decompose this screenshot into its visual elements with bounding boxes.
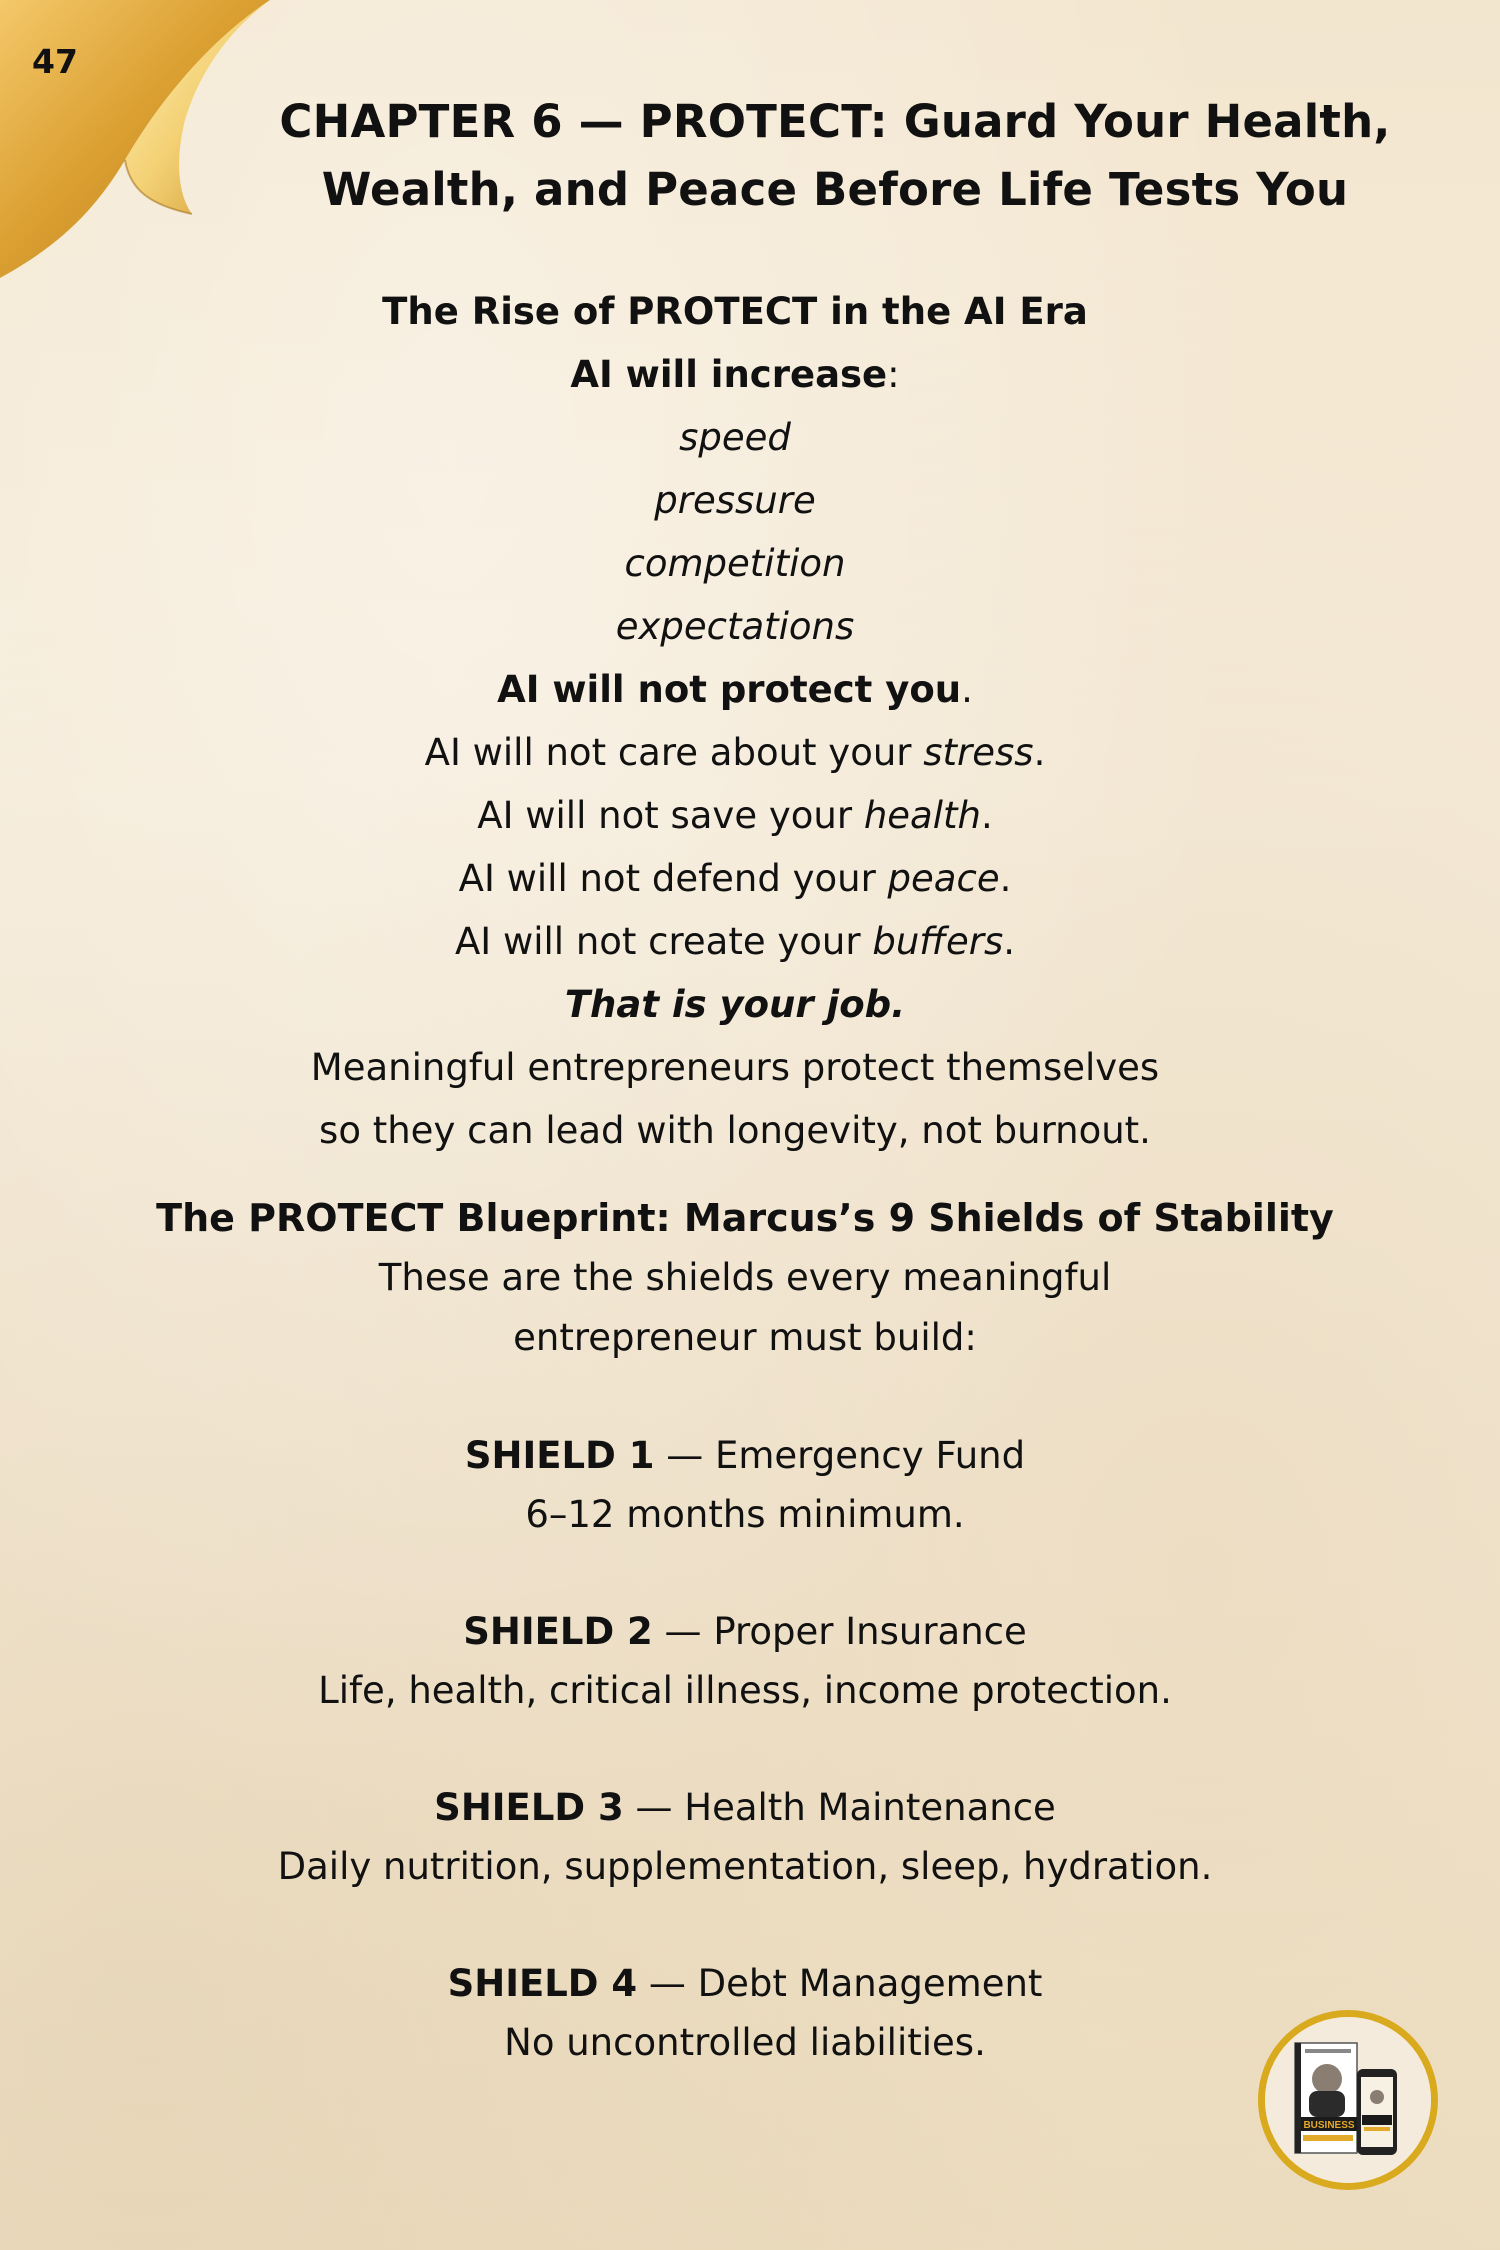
shield-title: — Health Maintenance bbox=[623, 1786, 1056, 1829]
increase-item: competition bbox=[624, 542, 846, 585]
intro-line-1: These are the shields every meaningful bbox=[378, 1256, 1112, 1299]
chapter-title-line-2: Wealth, and Peace Before Life Tests You bbox=[321, 163, 1349, 216]
section-protect-blueprint bbox=[0, 1188, 1490, 2072]
shield-description: 6–12 months minimum. bbox=[525, 1493, 965, 1536]
section-heading: The Rise of PROTECT in the AI Era bbox=[382, 290, 1088, 333]
statement-prefix: AI will not create your bbox=[454, 920, 873, 963]
statement-prefix: AI will not care about your bbox=[424, 731, 924, 774]
statement-emphasis: health bbox=[863, 794, 981, 837]
not-protect-line bbox=[235, 658, 1235, 721]
statement-suffix: . bbox=[999, 857, 1012, 900]
statement-line bbox=[235, 784, 1235, 847]
intro-line-2: entrepreneur must build: bbox=[513, 1316, 977, 1359]
not-protect-period: . bbox=[961, 668, 973, 711]
chapter-title-line-1: CHAPTER 6 — PROTECT: Guard Your Health, bbox=[279, 95, 1391, 148]
shield-label: SHIELD 1 bbox=[464, 1434, 655, 1477]
increase-item: speed bbox=[679, 416, 791, 459]
statement-emphasis: stress bbox=[923, 731, 1034, 774]
statement-suffix: . bbox=[1003, 920, 1016, 963]
shield-title: — Emergency Fund bbox=[654, 1434, 1026, 1477]
page-number: 47 bbox=[32, 42, 78, 81]
book-logo-badge bbox=[1258, 2010, 1438, 2190]
shield-title-line bbox=[0, 1426, 1490, 1485]
increase-item: expectations bbox=[615, 605, 855, 648]
increase-bold: AI will increase bbox=[570, 353, 888, 396]
shield-item bbox=[0, 1426, 1490, 1544]
shield-description: No uncontrolled liabilities. bbox=[504, 2021, 986, 2064]
statement-prefix: AI will not save your bbox=[477, 794, 864, 837]
shield-item bbox=[0, 1602, 1490, 1720]
shield-title-line bbox=[0, 1954, 1490, 2013]
shield-item bbox=[0, 1954, 1490, 2072]
shield-title-line bbox=[0, 1602, 1490, 1661]
statement-suffix: . bbox=[980, 794, 993, 837]
statement-emphasis: buffers bbox=[872, 920, 1004, 963]
statement-line bbox=[235, 721, 1235, 784]
closing-line-2: so they can lead with longevity, not burnout. bbox=[319, 1109, 1151, 1152]
shield-title-line bbox=[0, 1778, 1490, 1837]
shield-title: — Debt Management bbox=[637, 1962, 1043, 2005]
statement-emphasis: peace bbox=[887, 857, 1000, 900]
statement-suffix: . bbox=[1033, 731, 1046, 774]
closing-line-1: Meaningful entrepreneurs protect themselves bbox=[310, 1046, 1160, 1089]
statement-line bbox=[235, 847, 1235, 910]
book-cover-image bbox=[1265, 2017, 1431, 2183]
shield-description: Daily nutrition, supplementation, sleep, hydration. bbox=[277, 1845, 1213, 1888]
statement-prefix: AI will not defend your bbox=[458, 857, 888, 900]
shield-label: SHIELD 2 bbox=[463, 1610, 653, 1653]
chapter-title bbox=[250, 88, 1420, 224]
shield-label: SHIELD 3 bbox=[434, 1786, 624, 1829]
increase-item: pressure bbox=[654, 479, 816, 522]
shield-description: Life, health, critical illness, income protection. bbox=[318, 1669, 1172, 1712]
section-heading: The PROTECT Blueprint: Marcus’s 9 Shields of Stability bbox=[156, 1196, 1334, 1240]
not-protect-bold: AI will not protect you bbox=[497, 668, 962, 711]
shield-item bbox=[0, 1778, 1490, 1896]
statement-line bbox=[235, 910, 1235, 973]
section-rise-of-protect bbox=[235, 280, 1235, 1162]
book-word: BUSINESS bbox=[1303, 2120, 1355, 2131]
your-job-line: That is your job. bbox=[564, 983, 906, 1026]
increase-colon: : bbox=[887, 353, 900, 396]
shield-title: — Proper Insurance bbox=[652, 1610, 1027, 1653]
shield-label: SHIELD 4 bbox=[447, 1962, 638, 2005]
increase-line bbox=[235, 343, 1235, 406]
